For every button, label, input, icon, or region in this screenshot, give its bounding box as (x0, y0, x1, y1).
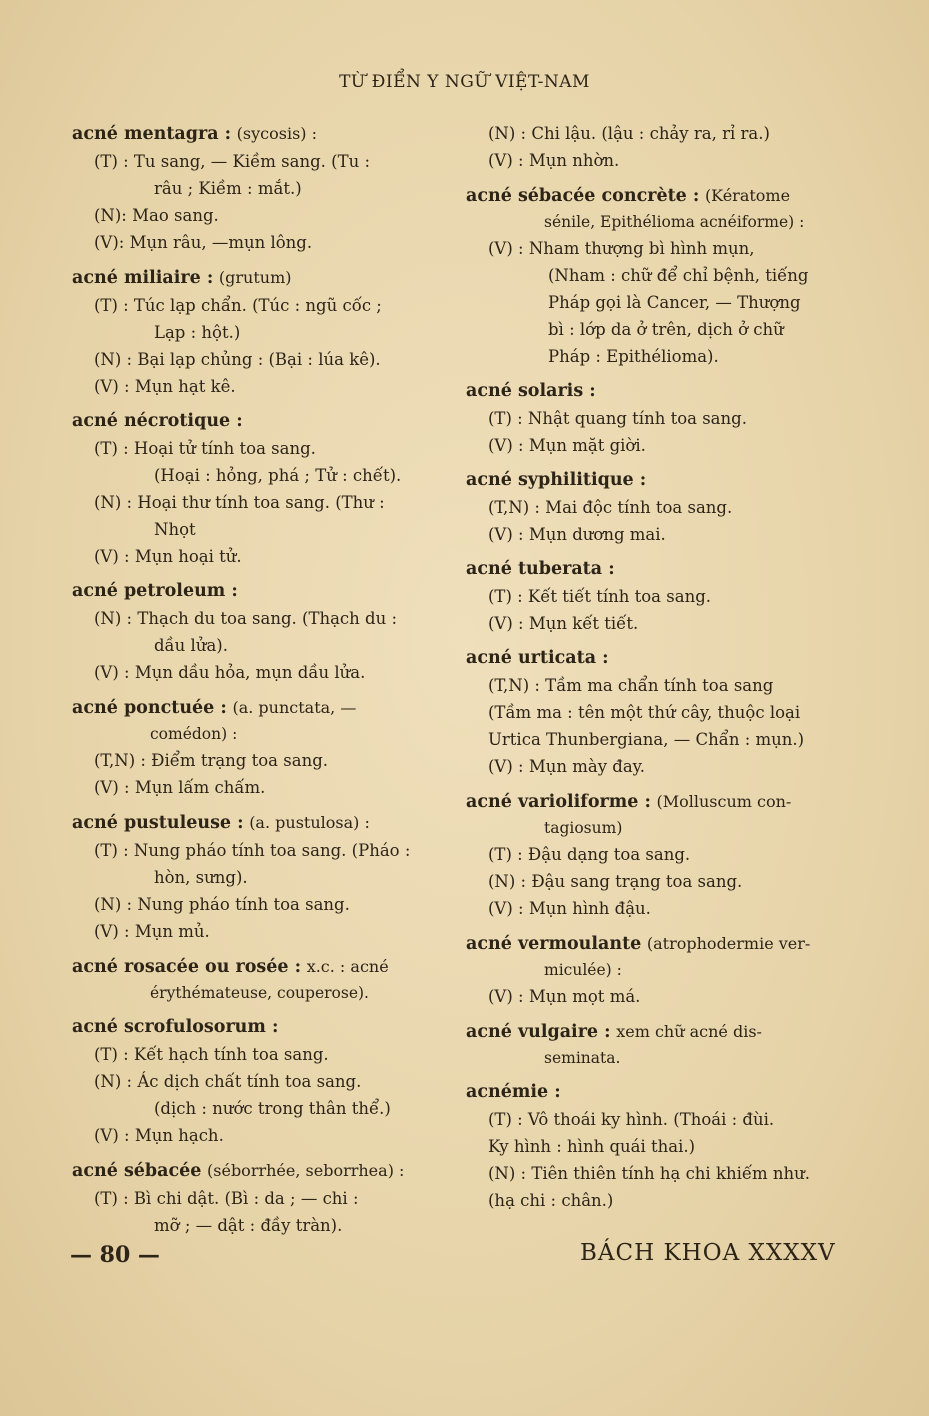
dictionary-entry (466, 788, 866, 922)
definition-line: (N): Mao sang. (94, 206, 219, 225)
entry-note: (sycosis) : (236, 124, 318, 143)
dictionary-entry (466, 467, 866, 548)
dictionary-entry (466, 120, 866, 174)
definition-line: (V) : Mụn kết tiết. (488, 614, 639, 633)
definition-line: (N) : Tiên thiên tính hạ chi khiếm như. (488, 1164, 811, 1183)
definition-continuation: (dịch : nước trong thân thể.) (154, 1099, 391, 1118)
dictionary-entry (72, 694, 472, 801)
entry-note-continuation: miculée) : (544, 961, 622, 979)
definition-line: (V) : Mụn hình đậu. (488, 899, 651, 918)
definition-line: (V) : Mụn mọt má. (488, 987, 641, 1006)
entry-note: (a. pustulosa) : (249, 813, 370, 832)
entry-note-continuation: tagiosum) (544, 819, 623, 837)
entry-note-continuation: sénile, Epithélioma acnéiforme) : (544, 213, 805, 231)
definition-continuation: Pháp : Epithélioma). (548, 347, 719, 366)
definition-continuation: hòn, sưng). (154, 868, 248, 887)
definition-line: Ky hình : hình quái thai.) (488, 1137, 696, 1156)
definition-line: (T,N) : Điểm trạng toa sang. (94, 751, 328, 770)
entry-headword (466, 1079, 866, 1106)
entry-headword (72, 1014, 472, 1041)
dictionary-entry (466, 1079, 866, 1214)
entry-headword (72, 953, 472, 981)
dictionary-entry (466, 930, 866, 1010)
left-column (72, 120, 472, 1247)
definition-line: (V) : Mụn mủ. (94, 922, 210, 941)
dictionary-entry (72, 809, 472, 945)
entry-headword (466, 182, 866, 210)
entry-headword (72, 809, 472, 837)
dictionary-entry (466, 645, 866, 780)
definition-line: (N) : Ác dịch chất tính toa sang. (94, 1072, 362, 1091)
entry-headword (72, 264, 472, 292)
dictionary-entry (72, 408, 472, 570)
definition-line: (T,N) : Mai độc tính toa sang. (488, 498, 733, 517)
entry-headword (72, 1157, 472, 1185)
definition-line: (V) : Mụn mày đay. (488, 757, 646, 776)
definition-line: (N) : Chi lậu. (lậu : chảy ra, rỉ ra.) (488, 124, 770, 143)
entry-term: acné sébacée (72, 1161, 202, 1181)
entry-term: acné solaris : (466, 381, 596, 401)
entry-note-continuation: comédon) : (150, 725, 238, 743)
definition-line: (V): Mụn râu, —mụn lông. (94, 233, 313, 252)
entry-headword (466, 788, 866, 816)
entry-term: acné rosacée ou rosée : (72, 957, 302, 977)
definition-line: (V) : Mụn hạch. (94, 1126, 224, 1145)
definition-line: (hạ chi : chân.) (488, 1191, 614, 1210)
entry-note: xem chữ acné dis- (616, 1022, 762, 1041)
definition-line: (T) : Túc lạp chẩn. (Túc : ngũ cốc ; (94, 296, 382, 315)
entry-headword (466, 1018, 866, 1046)
entry-headword (72, 408, 472, 435)
definition-continuation: (Hoại : hỏng, phá ; Tử : chết). (154, 466, 402, 485)
definition-line: (T) : Kết hạch tính toa sang. (94, 1045, 329, 1064)
entry-note: (grutum) (218, 268, 292, 287)
definition-line: (N) : Thạch du toa sang. (Thạch du : (94, 609, 398, 628)
definition-continuation: Lạp : hột.) (154, 323, 241, 342)
definition-line: (V) : Mụn nhờn. (488, 151, 620, 170)
entry-note: x.c. : acné (306, 957, 389, 976)
entry-headword (466, 378, 866, 405)
entry-headword (466, 556, 866, 583)
entry-term: acné scrofulosorum : (72, 1017, 279, 1037)
dictionary-entry (72, 1157, 472, 1239)
entry-headword (466, 930, 866, 958)
definition-line: (Tầm ma : tên một thứ cây, thuộc loại (488, 703, 801, 722)
definition-line: (N) : Nung pháo tính toa sang. (94, 895, 350, 914)
definition-continuation: râu ; Kiềm : mắt.) (154, 179, 302, 198)
definition-line: (N) : Đậu sang trạng toa sang. (488, 872, 743, 891)
entry-term: acné ponctuée : (72, 698, 227, 718)
dictionary-entry (72, 953, 472, 1006)
dictionary-entry (466, 556, 866, 637)
definition-line: (V) : Mụn dầu hỏa, mụn dầu lửa. (94, 663, 366, 682)
definition-line: (V) : Mụn dương mai. (488, 525, 666, 544)
definition-line: (V) : Mụn hạt kê. (94, 377, 236, 396)
entry-term: acnémie : (466, 1082, 561, 1102)
entry-term: acné mentagra : (72, 124, 232, 144)
definition-line: (V) : Mụn mặt giời. (488, 436, 646, 455)
dictionary-entry (466, 1018, 866, 1071)
entry-term: acné pustuleuse : (72, 813, 244, 833)
definition-continuation: Pháp gọi là Cancer, — Thượng (548, 293, 801, 312)
definition-line: (V) : Mụn hoại tử. (94, 547, 242, 566)
definition-continuation: (Nham : chữ để chỉ bệnh, tiếng (548, 266, 809, 285)
definition-line: (T) : Nung pháo tính toa sang. (Pháo : (94, 841, 411, 860)
entry-term: acné vulgaire : (466, 1022, 611, 1042)
definition-continuation: dầu lửa). (154, 636, 228, 655)
definition-line: (T) : Hoại tử tính toa sang. (94, 439, 316, 458)
journal-title: BÁCH KHOA XXXXV (580, 1240, 836, 1266)
entry-note: (a. punctata, — (232, 698, 357, 717)
definition-line: (T) : Vô thoái ky hình. (Thoái : đùi. (488, 1110, 775, 1129)
entry-headword (72, 120, 472, 148)
entry-note: (atrophodermie ver- (646, 934, 811, 953)
entry-term: acné varioliforme : (466, 792, 651, 812)
entry-term: acné syphilitique : (466, 470, 647, 490)
definition-line: (T) : Bì chi dật. (Bì : da ; — chi : (94, 1189, 359, 1208)
entry-headword (466, 467, 866, 494)
definition-line: (T) : Tu sang, — Kiềm sang. (Tu : (94, 152, 371, 171)
definition-continuation: mỡ ; — dật : đầy tràn). (154, 1216, 343, 1235)
definition-line: (N) : Bại lạp chủng : (Bại : lúa kê). (94, 350, 381, 369)
entry-term: acné sébacée concrète : (466, 186, 700, 206)
definition-line: (T) : Nhật quang tính toa sang. (488, 409, 747, 428)
entry-note-continuation: seminata. (544, 1049, 621, 1067)
entry-term: acné nécrotique : (72, 411, 243, 431)
dictionary-entry (72, 264, 472, 400)
definition-line: (T) : Kết tiết tính toa sang. (488, 587, 712, 606)
dictionary-entry (72, 578, 472, 686)
page-number: — 80 — (70, 1242, 160, 1268)
definition-line: (T) : Đậu dạng toa sang. (488, 845, 691, 864)
definition-line: (T,N) : Tầm ma chẩn tính toa sang (488, 676, 774, 695)
definition-continuation: Nhọt (154, 520, 196, 539)
entry-headword (466, 645, 866, 672)
definition-line: (V) : Nham thượng bì hình mụn, (488, 239, 755, 258)
entry-note: (Kératome (704, 186, 791, 205)
entry-headword (72, 694, 472, 722)
entry-term: acné vermoulante (466, 934, 642, 954)
definition-line: (N) : Hoại thư tính toa sang. (Thư : (94, 493, 385, 512)
entry-headword (72, 578, 472, 605)
dictionary-entry (72, 120, 472, 256)
entry-note-continuation: érythémateuse, couperose). (150, 984, 369, 1002)
dictionary-entry (72, 1014, 472, 1149)
dictionary-entry (466, 182, 866, 370)
entry-term: acné urticata : (466, 648, 609, 668)
definition-line: Urtica Thunbergiana, — Chẩn : mụn.) (488, 730, 805, 749)
entry-note: (Molluscum con- (656, 792, 792, 811)
definition-continuation: bì : lớp da ở trên, dịch ở chữ (548, 320, 784, 339)
page-header: TỪ ĐIỂN Y NGỮ VIỆT-NAM (339, 72, 590, 92)
dictionary-entry (466, 378, 866, 459)
entry-term: acné miliaire : (72, 268, 214, 288)
entry-term: acné petroleum : (72, 581, 238, 601)
entry-term: acné tuberata : (466, 559, 615, 579)
definition-line: (V) : Mụn lấm chấm. (94, 778, 266, 797)
right-column (466, 120, 866, 1222)
entry-note: (séborrhée, seborrhea) : (207, 1161, 405, 1180)
